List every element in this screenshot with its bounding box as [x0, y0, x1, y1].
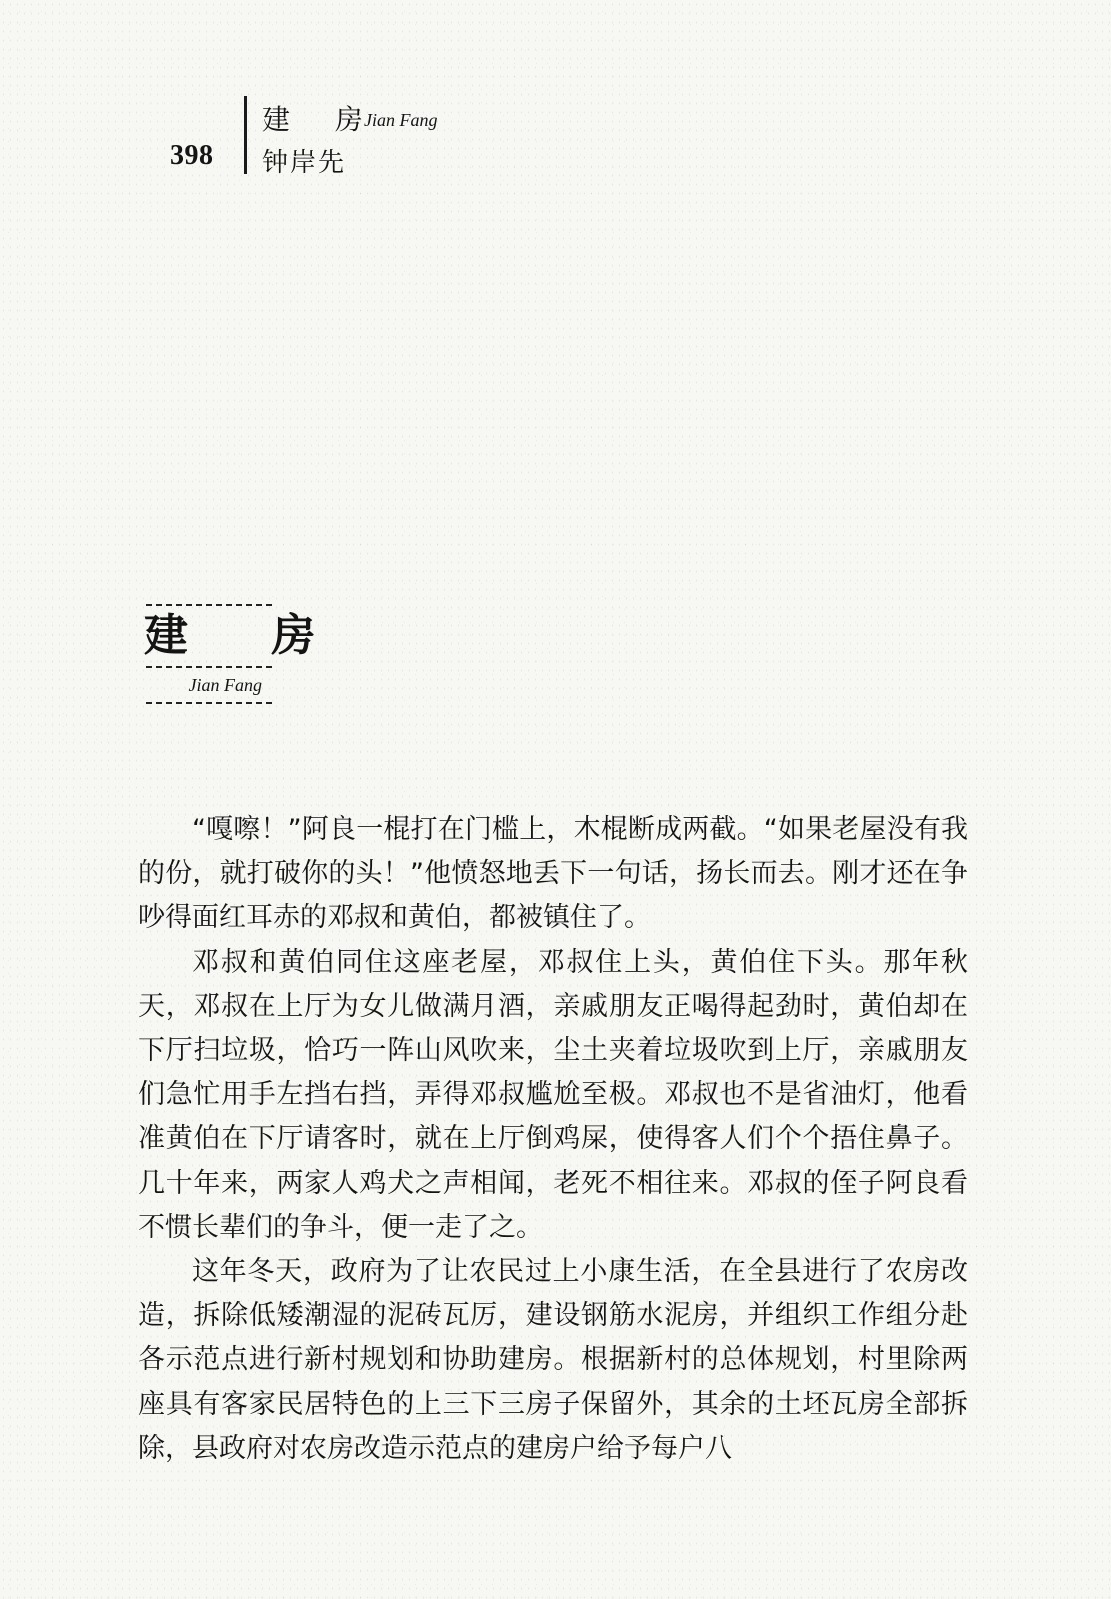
- paragraph: 这年冬天，政府为了让农民过上小康生活，在全县进行了农房改造，拆除低矮潮湿的泥砖瓦厉，建设钢筋水泥房，并组织工作组分赴各示范点进行新村规划和协助建房。根据新村的总体规划，村里除两座具有客家民居特色的上三下三房子保留外，其余的土坯瓦房全部拆除，县政府对农房改造示范点的建房户给予每户八: [138, 1256, 968, 1464]
- header-divider: [244, 96, 247, 174]
- running-header-author: 钟岸先: [262, 148, 347, 178]
- chapter-title-pinyin: Jian Fang: [188, 675, 262, 695]
- chapter-title: 建 房: [144, 610, 350, 661]
- title-bottom-dashed-rule: [146, 702, 272, 704]
- chapter-title-block: [144, 604, 350, 704]
- body-text: [138, 808, 968, 1471]
- title-top-dashed-rule: [146, 604, 272, 606]
- running-header-title: 建 房: [262, 103, 381, 136]
- paragraph: “嘎嚓！”阿良一棍打在门槛上，木棍断成两截。“如果老屋没有我的份，就打破你的头！”他愤怒地丢下一句话，扬长而去。刚才还在争吵得面红耳赤的邓叔和黄伯，都被镇住了。: [138, 814, 968, 934]
- page-number: 398: [170, 140, 214, 171]
- paragraph: 邓叔和黄伯同住这座老屋，邓叔住上头，黄伯住下头。那年秋天，邓叔在上厅为女儿做满月酒，亲戚朋友正喝得起劲时，黄伯却在下厅扫垃圾，恰巧一阵山风吹来，尘土夹着垃圾吹到上厅，亲戚朋友们急忙用手左挡右挡，弄得邓叔尴尬至极。邓叔也不是省油灯，他看准黄伯在下厅请客时，就在上厅倒鸡屎，使得客人们个个捂住鼻子。几十年来，两家人鸡犬之声相闻，老死不相往来。邓叔的侄子阿良看不惯长辈们的争斗，便一走了之。: [138, 946, 968, 1243]
- running-header-title-pinyin: Jian Fang: [364, 110, 438, 130]
